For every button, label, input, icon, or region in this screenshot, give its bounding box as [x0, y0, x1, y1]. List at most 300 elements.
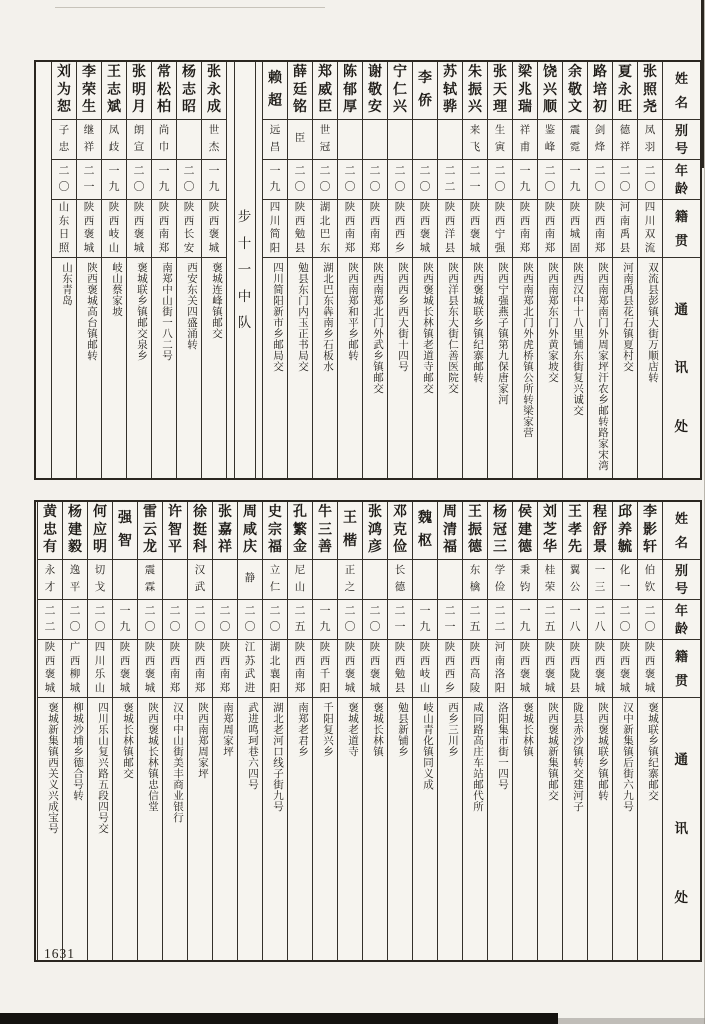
header-alias: 别 号 [663, 560, 700, 600]
person-age: 二 〇 [638, 600, 662, 640]
person-origin: 四 川 简 阳 [263, 200, 287, 258]
person-address: 山东青岛 [61, 262, 72, 306]
person-column [126, 62, 151, 478]
person-age: 二 〇 [188, 600, 212, 640]
person-age: 二 〇 [613, 600, 637, 640]
person-alias: 生 寅 [488, 120, 512, 160]
person-column [337, 62, 362, 478]
person-age: 二 五 [288, 600, 312, 640]
person-name: 路 培 初 [588, 62, 612, 120]
person-alias: 立 仁 [263, 560, 287, 600]
person-alias: 静 [238, 560, 262, 600]
person-column [137, 502, 162, 960]
person-address: 陕西褒城高台镇邮转 [86, 262, 97, 361]
person-age: 二 〇 [177, 160, 201, 200]
person-alias: 世 杰 [202, 120, 226, 160]
person-origin: 陕 西 褒 城 [613, 640, 637, 698]
person-address: 湖北巴东犇南乡石板水 [322, 262, 333, 372]
person-name: 宁 仁 兴 [388, 62, 412, 120]
person-alias: 子 忠 [52, 120, 76, 160]
person-alias: 臣 [288, 120, 312, 160]
person-address: 西安东关四盛涌转 [186, 262, 197, 350]
person-age: 二 〇 [363, 600, 387, 640]
person-column [437, 502, 462, 960]
roster-table-top [34, 60, 702, 480]
person-address: 陕西南郑北门外虎桥镇公所转梁家营 [522, 262, 533, 438]
person-alias [163, 560, 187, 600]
person-name: 魏 枢 [413, 502, 437, 560]
person-age: 二 〇 [363, 160, 387, 200]
person-age: 二 〇 [63, 600, 87, 640]
person-address: 褒城长林镇 [372, 702, 383, 757]
person-address: 陕西南郑南门外周家坪汗农乡邮转路家宋湾 [597, 262, 608, 471]
person-name: 张 嘉 祥 [213, 502, 237, 560]
person-column [112, 502, 137, 960]
scan-artifact-bottom-smudge [558, 1018, 705, 1024]
person-name: 刘 芝 华 [538, 502, 562, 560]
person-column [287, 62, 312, 478]
person-name: 牛 三 善 [313, 502, 337, 560]
person-column [262, 62, 287, 478]
bottom-group [37, 502, 662, 960]
person-name: 王 孝 先 [563, 502, 587, 560]
person-age: 一 九 [563, 160, 587, 200]
person-origin: 陕 西 南 郑 [338, 200, 362, 258]
unit-label: 步 十 一 中 队 [234, 62, 256, 478]
person-address: 陕西南郑和平乡邮转 [347, 262, 358, 361]
person-column [412, 62, 437, 478]
person-name: 孔 繁 金 [288, 502, 312, 560]
person-address: 双流县彭镇大街万顺店转 [647, 262, 658, 383]
person-origin: 陕 西 长 安 [177, 200, 201, 258]
person-address: 岐山青化镇同义成 [422, 702, 433, 790]
person-origin: 陕 西 褒 城 [127, 200, 151, 258]
person-column [462, 502, 487, 960]
person-column [612, 62, 637, 478]
person-alias: 切 戈 [88, 560, 112, 600]
person-origin: 陕 西 南 郑 [152, 200, 176, 258]
person-origin: 陕 西 褒 城 [513, 640, 537, 698]
person-origin: 陕 西 褒 城 [638, 640, 662, 698]
person-origin: 河 南 洛 阳 [488, 640, 512, 698]
person-age: 二 〇 [213, 600, 237, 640]
person-column [537, 62, 562, 478]
person-origin: 陕 西 岐 山 [413, 640, 437, 698]
person-column [637, 502, 662, 960]
person-column [562, 62, 587, 478]
person-age: 一 九 [413, 600, 437, 640]
header-address: 通 讯 处 [674, 301, 689, 434]
person-column [362, 502, 387, 960]
person-alias: 震 霓 [563, 120, 587, 160]
person-name: 李 影 轩 [638, 502, 662, 560]
person-address: 陇县赤沙镇转交建河子 [572, 702, 583, 812]
person-name: 张 鸿 彦 [363, 502, 387, 560]
person-column [62, 502, 87, 960]
person-column [387, 62, 412, 478]
person-address: 褒城长林镇邮交 [122, 702, 133, 779]
person-origin: 陕 西 南 郑 [363, 200, 387, 258]
person-age: 一 九 [513, 600, 537, 640]
person-name: 张 永 成 [202, 62, 226, 120]
person-age: 一 九 [263, 160, 287, 200]
person-address: 河南禹县花石镇夏村交 [622, 262, 633, 372]
person-origin: 陕 西 勉 县 [288, 200, 312, 258]
person-origin: 湖 北 巴 东 [313, 200, 337, 258]
person-alias [388, 120, 412, 160]
person-address: 陕西南郑东门外黄家坡交 [547, 262, 558, 383]
person-address: 南郑中山街一八二号 [161, 262, 172, 361]
person-alias: 世 冠 [313, 120, 337, 160]
person-age: 二 〇 [638, 160, 662, 200]
person-column [312, 62, 337, 478]
person-age: 二 一 [77, 160, 101, 200]
person-column [176, 62, 201, 478]
person-origin: 陕 西 褒 城 [38, 640, 62, 698]
person-name: 张 天 理 [488, 62, 512, 120]
person-origin: 陕 西 城 固 [563, 200, 587, 258]
person-age: 二 〇 [338, 600, 362, 640]
person-alias: 永 才 [38, 560, 62, 600]
person-address: 陕西汉中十八里铺东街复兴诚交 [572, 262, 583, 416]
person-origin: 陕 西 西 乡 [388, 200, 412, 258]
person-alias: 化 一 [613, 560, 637, 600]
person-column [76, 62, 101, 478]
person-age: 二 〇 [538, 160, 562, 200]
person-name: 邱 养 毓 [613, 502, 637, 560]
header-name: 姓 名 [663, 502, 700, 560]
person-address: 岐山蔡家坡 [111, 262, 122, 317]
person-origin: 广 西 柳 城 [63, 640, 87, 698]
person-age: 二 一 [438, 600, 462, 640]
person-alias: 尼 山 [288, 560, 312, 600]
person-address: 陕西褒城长林镇老道寺邮交 [422, 262, 433, 394]
person-alias [213, 560, 237, 600]
person-address: 柳城沙埔乡德合号转 [72, 702, 83, 801]
person-alias [363, 120, 387, 160]
person-column [101, 62, 126, 478]
person-column [512, 502, 537, 960]
person-alias: 桂 荣 [538, 560, 562, 600]
person-address: 四川乐山复兴路五段四号交 [97, 702, 108, 834]
person-name: 赖 超 [263, 62, 287, 120]
person-age: 二 〇 [413, 160, 437, 200]
person-origin: 陕 西 褒 城 [338, 640, 362, 698]
person-column [587, 502, 612, 960]
person-alias: 学 俭 [488, 560, 512, 600]
person-name: 黄 忠 有 [38, 502, 62, 560]
person-alias: 凤 羽 [638, 120, 662, 160]
person-name: 陈 郁 厚 [338, 62, 362, 120]
page-number: 1631 [44, 946, 75, 961]
person-column [637, 62, 662, 478]
person-alias: 伯 钦 [638, 560, 662, 600]
person-column [187, 502, 212, 960]
person-age: 二 〇 [488, 160, 512, 200]
person-address: 褒城联乡镇纪寨邮交 [647, 702, 658, 801]
person-age: 二 〇 [163, 600, 187, 640]
person-address: 陕西褒城新集镇邮交 [547, 702, 558, 801]
person-name: 梁 兆 瑞 [513, 62, 537, 120]
person-column [487, 62, 512, 478]
person-column [162, 502, 187, 960]
person-origin: 陕 西 南 郑 [538, 200, 562, 258]
person-name: 邓 克 俭 [388, 502, 412, 560]
person-origin: 陕 西 勉 县 [388, 640, 412, 698]
person-name: 史 宗 福 [263, 502, 287, 560]
person-age: 二 〇 [263, 600, 287, 640]
person-address: 陕西南郑周家坪 [197, 702, 208, 779]
person-origin: 陕 西 高 陵 [463, 640, 487, 698]
person-address: 勉县新铺乡 [397, 702, 408, 757]
person-alias [413, 120, 437, 160]
person-age: 一 九 [202, 160, 226, 200]
person-address: 千阳复兴乡 [322, 702, 333, 757]
person-name: 苏 轼 骅 [438, 62, 462, 120]
person-alias: 一 三 [588, 560, 612, 600]
person-name: 夏 永 旺 [613, 62, 637, 120]
person-name: 许 智 平 [163, 502, 187, 560]
person-name: 谢 敬 安 [363, 62, 387, 120]
person-column [387, 502, 412, 960]
person-column [262, 502, 287, 960]
person-age: 二 〇 [288, 160, 312, 200]
person-name: 朱 振 兴 [463, 62, 487, 120]
person-alias: 来 飞 [463, 120, 487, 160]
person-name: 强 智 [113, 502, 137, 560]
person-origin: 陕 西 褒 城 [538, 640, 562, 698]
person-origin: 陕 西 褒 城 [463, 200, 487, 258]
person-column [612, 502, 637, 960]
person-origin: 陕 西 岐 山 [102, 200, 126, 258]
person-name: 雷 云 龙 [138, 502, 162, 560]
person-address: 湖北老河口线子街九号 [272, 702, 283, 812]
person-address: 咸同路高庄车站邮代所 [472, 702, 483, 812]
person-origin: 陕 西 南 郑 [213, 640, 237, 698]
person-age: 二 五 [538, 600, 562, 640]
person-address: 褒城连峰镇邮交 [211, 262, 222, 339]
person-age: 二 〇 [338, 160, 362, 200]
person-address: 汉中新集镇后街六九号 [622, 702, 633, 812]
person-name: 李 荣 生 [77, 62, 101, 120]
person-address: 褒城新集镇西关义兴成宝号 [47, 702, 58, 834]
person-address: 陕西南郑北门外武乡镇邮交 [372, 262, 383, 394]
scan-artifact-top-line [55, 7, 325, 8]
unit-divider [226, 62, 262, 478]
person-age: 一 九 [113, 600, 137, 640]
person-alias: 正 之 [338, 560, 362, 600]
person-alias [338, 120, 362, 160]
person-origin: 陕 西 西 乡 [438, 640, 462, 698]
person-alias: 尚 巾 [152, 120, 176, 160]
header-origin: 籍 贯 [663, 640, 700, 698]
person-origin: 陕 西 褒 城 [138, 640, 162, 698]
person-origin: 陕 西 洋 县 [438, 200, 462, 258]
person-alias [363, 560, 387, 600]
person-age: 一 九 [313, 600, 337, 640]
person-column [237, 502, 262, 960]
person-alias: 剑 烽 [588, 120, 612, 160]
person-origin: 陕 西 褒 城 [588, 640, 612, 698]
person-alias: 朗 宣 [127, 120, 151, 160]
person-origin: 陕 西 宁 强 [488, 200, 512, 258]
person-origin: 四 川 乐 山 [88, 640, 112, 698]
person-alias: 凤 歧 [102, 120, 126, 160]
person-age: 二 一 [388, 600, 412, 640]
person-age: 二 二 [488, 600, 512, 640]
person-alias [438, 560, 462, 600]
person-name: 王 志 斌 [102, 62, 126, 120]
person-address: 褒城联乡镇邮交泉乡 [136, 262, 147, 361]
person-name: 常 松 柏 [152, 62, 176, 120]
person-age: 二 二 [38, 600, 62, 640]
person-origin: 湖 北 襄 阳 [263, 640, 287, 698]
person-age: 二 五 [463, 600, 487, 640]
person-alias [438, 120, 462, 160]
person-alias: 长 德 [388, 560, 412, 600]
person-address: 西乡三川乡 [447, 702, 458, 757]
person-origin: 河 南 禹 县 [613, 200, 637, 258]
person-alias [313, 560, 337, 600]
person-alias: 汉 武 [188, 560, 212, 600]
header-age: 年 龄 [663, 600, 700, 640]
person-origin: 陕 西 褒 城 [413, 200, 437, 258]
person-name: 徐 挺 科 [188, 502, 212, 560]
person-alias: 震 霖 [138, 560, 162, 600]
person-address: 勉县东门内玉正书局交 [297, 262, 308, 372]
person-column [462, 62, 487, 478]
person-alias [413, 560, 437, 600]
person-name: 张 明 月 [127, 62, 151, 120]
person-address: 陕西宁强燕子镇第九保唐家河 [497, 262, 508, 405]
person-name: 余 敬 文 [563, 62, 587, 120]
person-address: 洛阳集市街一四号 [497, 702, 508, 790]
person-alias: 逸 平 [63, 560, 87, 600]
person-name: 刘 为 恕 [52, 62, 76, 120]
header-origin: 籍 贯 [663, 200, 700, 258]
person-column [312, 502, 337, 960]
person-name: 王 振 德 [463, 502, 487, 560]
person-age: 一 九 [102, 160, 126, 200]
header-address: 通 讯 处 [674, 752, 689, 906]
person-address: 四川简阳新市乡邮局交 [272, 262, 283, 372]
person-column [412, 502, 437, 960]
person-age: 一 八 [563, 600, 587, 640]
person-name: 杨 建 毅 [63, 502, 87, 560]
person-column [51, 62, 76, 478]
person-origin: 陕 西 南 郑 [588, 200, 612, 258]
person-column [337, 502, 362, 960]
person-address: 汉中中山街美丰商业银行 [172, 702, 183, 823]
person-alias [177, 120, 201, 160]
top-left-group [51, 62, 226, 478]
person-origin: 陕 西 褒 城 [363, 640, 387, 698]
person-age: 二 〇 [588, 160, 612, 200]
person-column [201, 62, 226, 478]
person-origin: 陕 西 南 郑 [288, 640, 312, 698]
person-origin: 陕 西 褒 城 [113, 640, 137, 698]
person-column [512, 62, 537, 478]
person-column [212, 502, 237, 960]
person-column [437, 62, 462, 478]
person-name: 程 舒 景 [588, 502, 612, 560]
person-column [562, 502, 587, 960]
person-name: 周 咸 庆 [238, 502, 262, 560]
person-name: 薛 廷 铭 [288, 62, 312, 120]
person-origin: 陕 西 褒 城 [77, 200, 101, 258]
person-name: 张 照 尧 [638, 62, 662, 120]
person-name: 李 侨 [413, 62, 437, 120]
person-column [587, 62, 612, 478]
person-column [151, 62, 176, 478]
person-alias: 祥 甫 [513, 120, 537, 160]
person-name: 饶 兴 顺 [538, 62, 562, 120]
top-right-group [262, 62, 662, 478]
person-name: 周 清 福 [438, 502, 462, 560]
person-origin: 江 苏 武 进 [238, 640, 262, 698]
person-age: 二 〇 [613, 160, 637, 200]
person-column [362, 62, 387, 478]
person-alias [113, 560, 137, 600]
person-name: 王 楷 [338, 502, 362, 560]
person-age: 二 〇 [88, 600, 112, 640]
person-address: 武进鸣珂巷六四号 [247, 702, 258, 790]
person-origin: 陕 西 千 阳 [313, 640, 337, 698]
person-column [487, 502, 512, 960]
person-origin: 四 川 双 流 [638, 200, 662, 258]
person-address: 陕西洋县东大街仁善医院交 [447, 262, 458, 394]
person-address: 陕西褒城联乡镇邮转 [597, 702, 608, 801]
person-age: 一 九 [513, 160, 537, 200]
person-column [87, 502, 112, 960]
header-name: 姓 名 [663, 62, 700, 120]
roster-table-bottom [34, 500, 702, 962]
person-age: 二 〇 [388, 160, 412, 200]
person-address: 陕西褒城长林镇忠信堂 [147, 702, 158, 812]
person-age: 二 一 [463, 160, 487, 200]
person-address: 陕西西乡西大街十四号 [397, 262, 408, 372]
person-address: 陕西褒城联乡镇纪寨邮转 [472, 262, 483, 383]
person-origin: 陕 西 陇 县 [563, 640, 587, 698]
person-alias: 继 祥 [77, 120, 101, 160]
header-column-bottom [662, 502, 700, 960]
person-name: 杨 冠 三 [488, 502, 512, 560]
person-address: 褒城老道寺 [347, 702, 358, 757]
person-column [37, 502, 62, 960]
person-address: 南郑周家坪 [222, 702, 233, 757]
person-name: 侯 建 德 [513, 502, 537, 560]
person-address: 褒城长林镇 [522, 702, 533, 757]
person-name: 何 应 明 [88, 502, 112, 560]
scan-artifact-bottom-bar [0, 1013, 558, 1024]
person-name: 杨 志 昭 [177, 62, 201, 120]
person-age: 二 〇 [313, 160, 337, 200]
person-age: 二 八 [588, 600, 612, 640]
person-age: 二 〇 [52, 160, 76, 200]
header-column-top [662, 62, 700, 478]
person-age: 二 〇 [138, 600, 162, 640]
person-alias: 秉 钧 [513, 560, 537, 600]
person-alias: 远 昌 [263, 120, 287, 160]
header-alias: 别 号 [663, 120, 700, 160]
person-origin: 陕 西 南 郑 [163, 640, 187, 698]
person-age: 一 九 [152, 160, 176, 200]
person-name: 郑 威 臣 [313, 62, 337, 120]
header-age: 年 龄 [663, 160, 700, 200]
person-column [287, 502, 312, 960]
person-column [537, 502, 562, 960]
person-origin: 山 东 日 照 [52, 200, 76, 258]
